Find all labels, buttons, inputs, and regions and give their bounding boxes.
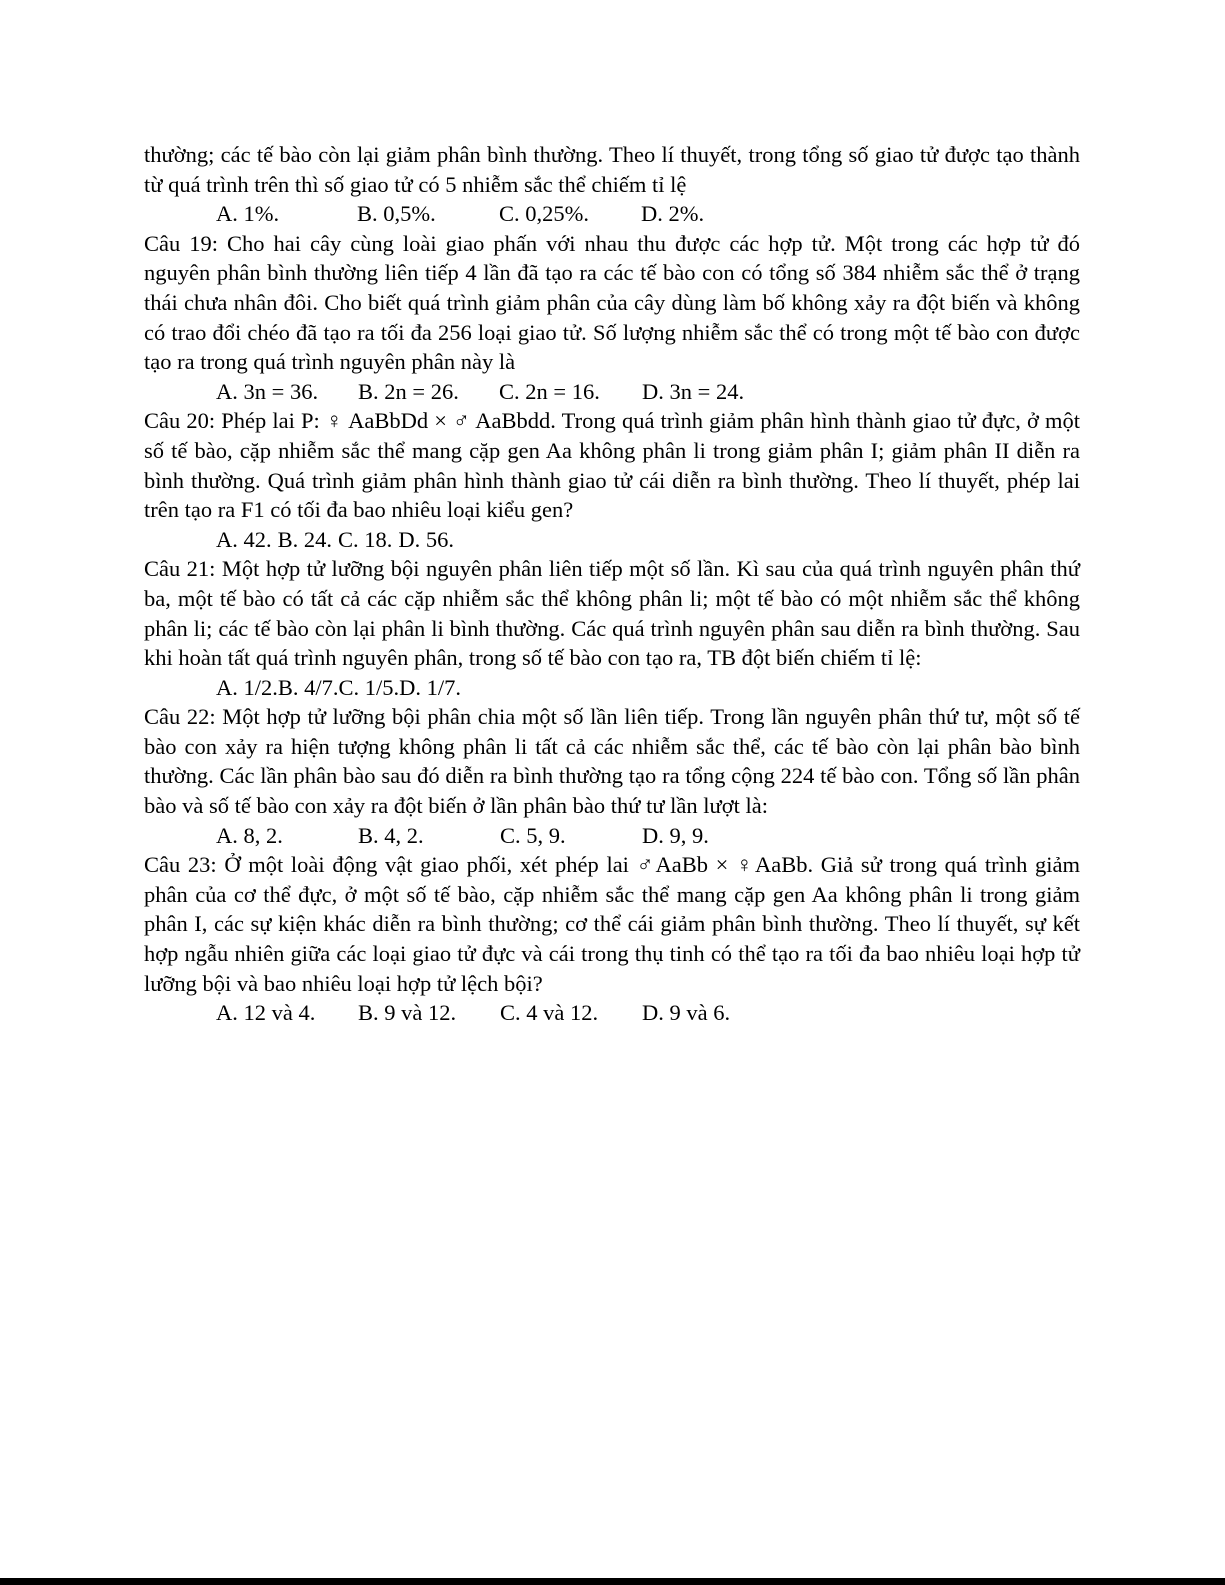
question-label: Câu 19:: [144, 230, 218, 256]
question-text: Cho hai cây cùng loài giao phấn với nhau thu được các hợp tử. Một trong các hợp tử đó nguyên phân bình thường liên tiếp 4 lần đã tạo ra các tế bào con có tổng số 384 nhiễm sắc thể ở trạng thái chưa nhân đôi. Cho biết quá trình giảm phân của cây dùng làm bố không xảy ra đột biến và không có trao đổi chéo đã tạo ra tối đa 256 loại giao tử. Số lượng nhiễm sắc thể có trong một tế bào con được tạo ra trong quá trình nguyên phân này là: [144, 230, 1081, 375]
option-b: B. 0,5%.: [357, 201, 436, 227]
question-text: Phép lai P: ♀ AaBbDd × ♂ AaBbdd. Trong quá trình giảm phân hình thành giao tử đực, ở một số tế bào, cặp nhiễm sắc thể mang cặp gen Aa không phân li trong giảm phân I; giảm phân II diễn ra bình thường. Quá trình giảm phân hình thành giao tử cái diễn ra bình thường. Theo lí thuyết, phép lai trên tạo ra F1 có tối đa bao nhiêu loại kiểu gen?: [144, 408, 1080, 523]
question-23-options: [144, 998, 1080, 1028]
option-d: D. 3n = 24.: [642, 378, 745, 404]
question-23: [144, 850, 1080, 998]
question-text: Một hợp tử lưỡng bội phân chia một số lần liên tiếp. Trong lần nguyên phân thứ tư, một số tế bào con xảy ra hiện tượng không phân li tất cả các nhiễm sắc thể, các tế bào còn lại phân bào bình thường. Các lần phân bào sau đó diễn ra bình thường tạo ra tổng cộng 224 tế bào con. Tổng số lần phân bào và số tế bào con xảy ra đột biến ở lần phân bào thứ tư lần lượt là:: [144, 704, 1081, 819]
option-d: D. 56.: [398, 526, 455, 552]
question-20: [144, 406, 1080, 524]
option-a: A. 12 và 4.: [216, 1000, 316, 1026]
option-c: C. 1/5.: [338, 674, 400, 700]
question-19-options: [144, 377, 1080, 407]
question-label: Câu 23:: [144, 852, 217, 878]
option-a: A. 3n = 36.: [216, 378, 319, 404]
option-d: D. 9, 9.: [642, 822, 709, 848]
question-21-options: [144, 673, 1080, 703]
option-a: A. 8, 2.: [216, 822, 283, 848]
question-label: Câu 21:: [144, 556, 216, 582]
option-c: C. 2n = 16.: [499, 378, 600, 404]
question-text: Một hợp tử lưỡng bội nguyên phân liên tiếp một số lần. Kì sau của quá trình nguyên phân thứ ba, một tế bào có tất cả các cặp nhiễm sắc thể không phân li; một tế bào có một nhiễm sắc thể không phân li; các tế bào còn lại phân li bình thường. Các quá trình nguyên phân sau diễn ra bình thường. Sau khi hoàn tất quá trình nguyên phân, trong số tế bào con tạo ra, TB đột biến chiếm tỉ lệ:: [144, 556, 1081, 671]
option-b: B. 2n = 26.: [358, 378, 459, 404]
question-text: Ở một loài động vật giao phối, xét phép lai ♂AaBb × ♀AaBb. Giả sử trong quá trình giảm phân của cơ thể đực, ở một số tế bào, cặp nhiễm sắc thể mang cặp gen Aa không phân li trong giảm phân I, các sự kiện khác diễn ra bình thường; cơ thể cái giảm phân bình thường. Theo lí thuyết, sự kết hợp ngẫu nhiên giữa các loại giao tử đực và cái trong thụ tinh có thể tạo ra tối đa bao nhiêu loại hợp tử lưỡng bội và bao nhiêu loại hợp tử lệch bội?: [144, 852, 1080, 996]
option-c: C. 4 và 12.: [500, 1000, 599, 1026]
option-d: D. 1/7.: [399, 674, 462, 700]
option-c: C. 0,25%.: [499, 201, 589, 227]
option-a: A. 1/2.: [216, 674, 278, 700]
page-bottom-edge: [0, 1578, 1225, 1585]
question-label: Câu 20:: [144, 408, 216, 434]
option-a: A. 1%.: [216, 201, 280, 227]
option-d: D. 9 và 6.: [642, 1000, 731, 1026]
question-18-options: [144, 199, 1080, 229]
question-19: [144, 229, 1080, 377]
option-a: A. 42.: [216, 526, 272, 552]
option-b: B. 4/7.: [277, 674, 339, 700]
question-label: Câu 22:: [144, 704, 216, 730]
option-c: C. 5, 9.: [500, 822, 566, 848]
question-20-options: [144, 525, 1080, 555]
question-22-options: [144, 821, 1080, 851]
document-page: [144, 140, 1080, 1028]
option-d: D. 2%.: [641, 201, 705, 227]
option-b: B. 4, 2.: [358, 822, 424, 848]
question-18-continuation: thường; các tế bào còn lại giảm phân bình thường. Theo lí thuyết, trong tổng số giao tử được tạo thành từ quá trình trên thì số giao tử có 5 nhiễm sắc thể chiếm tỉ lệ: [144, 142, 1080, 197]
option-b: B. 9 và 12.: [358, 1000, 457, 1026]
option-c: C. 18.: [338, 526, 393, 552]
option-b: B. 24.: [277, 526, 333, 552]
question-22: [144, 702, 1080, 820]
question-21: [144, 554, 1080, 672]
